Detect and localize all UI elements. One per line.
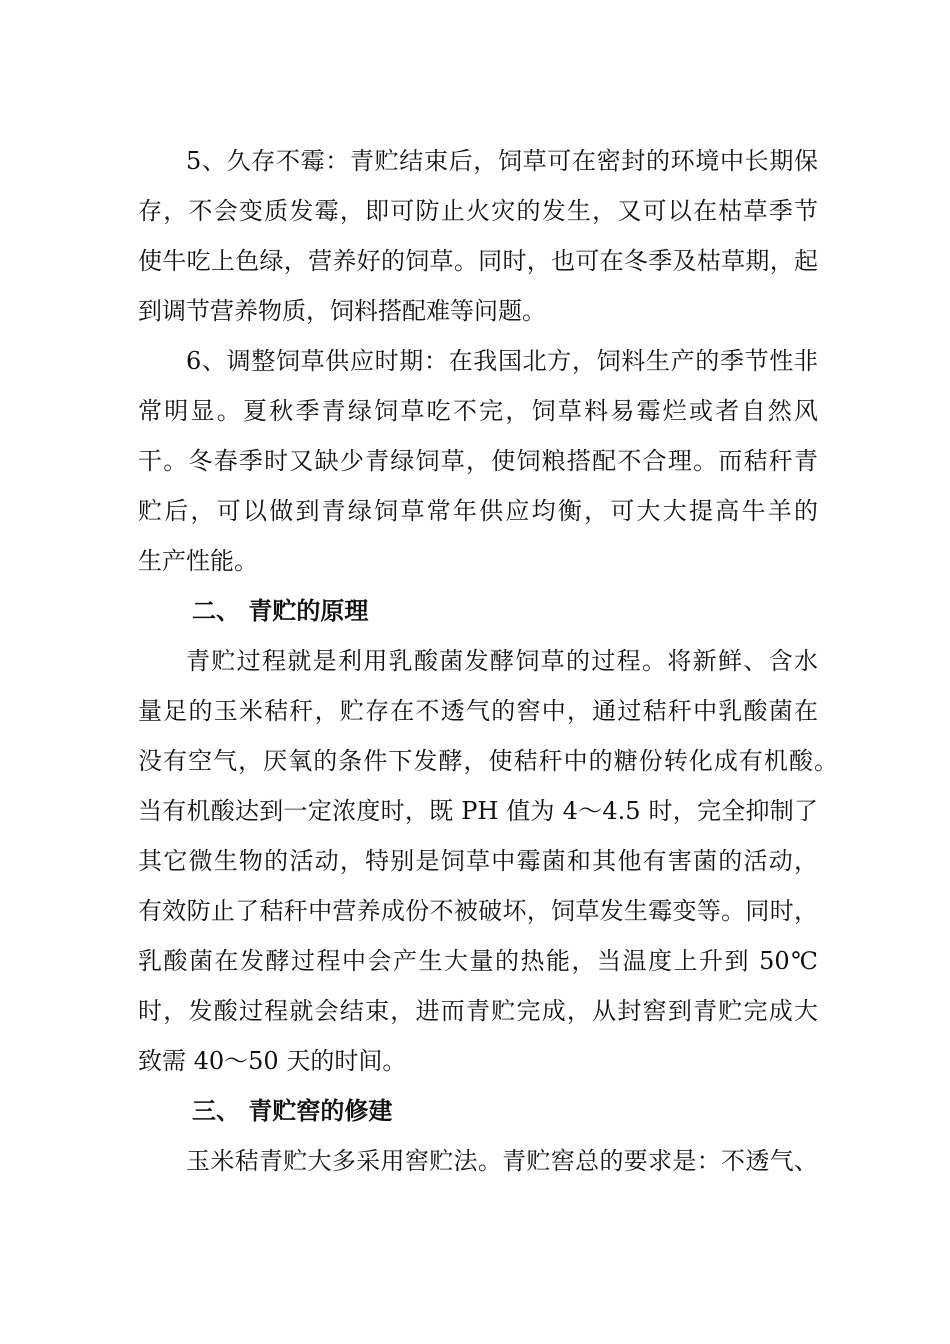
principle-line-3: 没有空气，厌氧的条件下发酵，使秸秆中的糖份转化成有机酸。	[138, 747, 838, 775]
cellar-line-1: 玉米秸青贮大多采用窖贮法。青贮窖总的要求是：不透气、	[186, 1147, 818, 1175]
paragraph-5-line-3: 使牛吃上色绿，营养好的饲草。同时，也可在冬季及枯草期，起	[138, 247, 818, 275]
principle-line-7: 乳酸菌在发酵过程中会产生大量的热能，当温度上升到 50℃	[138, 947, 818, 975]
principle-line-5: 其它微生物的活动，特别是饲草中霉菌和其他有害菌的活动，	[138, 847, 818, 875]
paragraph-6-line-2: 常明显。夏秋季青绿饲草吃不完，饲草料易霉烂或者自然风	[138, 397, 818, 425]
paragraph-6-line-5: 生产性能。	[138, 547, 258, 575]
paragraph-5-line-2: 存，不会变质发霉，即可防止火灾的发生，又可以在枯草季节	[138, 197, 818, 225]
principle-line-4: 当有机酸达到一定浓度时，既 PH 值为 4～4.5 时，完全抑制了	[138, 797, 818, 825]
principle-line-8: 时，发酸过程就会结束，进而青贮完成，从封窖到青贮完成大	[138, 997, 818, 1025]
paragraph-6-line-4: 贮后，可以做到青绿饲草常年供应均衡，可大大提高牛羊的	[138, 497, 818, 525]
section-heading-principle: 二、 青贮的原理	[192, 596, 369, 625]
principle-line-6: 有效防止了秸秆中营养成份不被破坏，饲草发生霉变等。同时，	[138, 897, 818, 925]
principle-line-9: 致需 40～50 天的时间。	[138, 1047, 407, 1075]
principle-line-1: 青贮过程就是利用乳酸菌发酵饲草的过程。将新鲜、含水	[186, 647, 818, 675]
section-heading-cellar-construction: 三、 青贮窖的修建	[192, 1096, 393, 1125]
paragraph-6-line-1: 6、调整饲草供应时期：在我国北方，饲料生产的季节性非	[186, 347, 818, 375]
paragraph-5-line-4: 到调节营养物质，饲料搭配难等问题。	[138, 297, 546, 325]
principle-line-2: 量足的玉米秸秆，贮存在不透气的窖中，通过秸秆中乳酸菌在	[138, 697, 818, 725]
paragraph-6-line-3: 干。冬春季时又缺少青绿饲草，使饲粮搭配不合理。而秸秆青	[138, 447, 818, 475]
paragraph-5-line-1: 5、久存不霉：青贮结束后，饲草可在密封的环境中长期保	[186, 147, 818, 175]
